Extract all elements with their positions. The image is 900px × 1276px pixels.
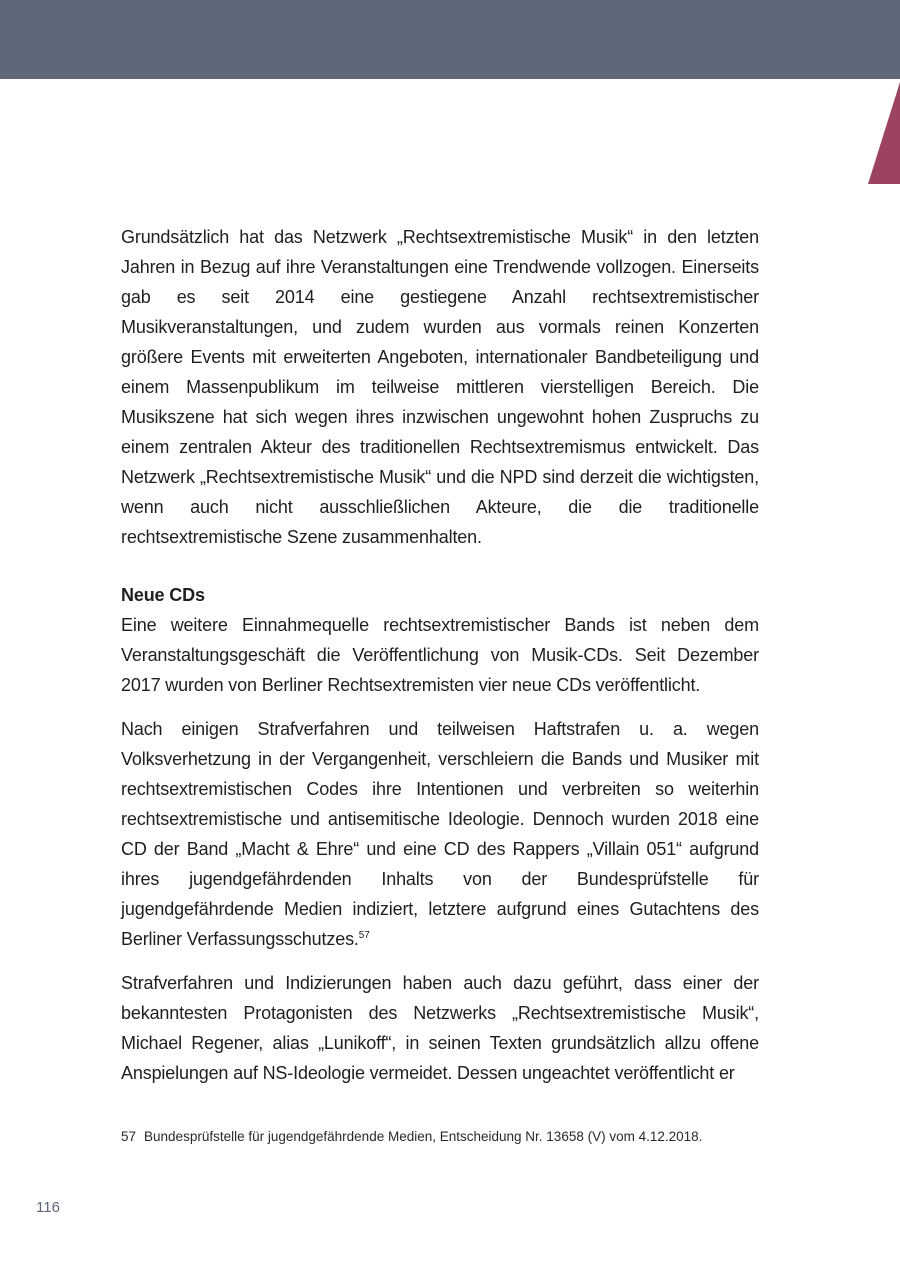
paragraph-lunikoff: Strafverfahren und Indizierungen haben auch dazu geführt, dass einer der bekanntesten Protagonisten des Netzwerks „Rechtsextremistische Musik“, Michael Regener, alias „Lunikoff“, in seinen Texten grundsätzlich allzu offene Anspielungen auf NS-Ideologie vermeidet. Dessen ungeachtet veröffentlicht er (121, 973, 759, 1083)
paragraph-codes-text: Nach einigen Strafverfahren und teilweisen Haftstrafen u. a. wegen Volksverhetzung in der Vergangenheit, verschleiern die Bands und Musiker mit rechtsextremistischen Codes ihre Intentionen und verbreiten so weiterhin rechtsextremistische und antisemitische Ideologie. Dennoch wurden 2018 eine CD der Band „Macht & Ehre“ und eine CD des Rappers „Villain 051“ aufgrund ihres jugendgefährdenden Inhalts von der Bundesprüfstelle für jugendgefährdende Medien indiziert, letztere aufgrund eines Gutachtens des Berliner Verfassungsschutzes. (121, 719, 759, 949)
footnote-reference[interactable]: 57 (358, 930, 370, 941)
header-band (0, 0, 900, 79)
paragraph-cds: Eine weitere Einnahmequelle rechtsextremistischer Bands ist neben dem Veranstaltungsgeschäft die Veröffentlichung von Musik-CDs. Seit Dezember 2017 wurden von Berliner Rechtsextremisten vier neue CDs veröffentlicht. (121, 615, 759, 695)
paragraph-codes (121, 714, 759, 954)
paragraph-intro: Grundsätzlich hat das Netzwerk „Rechtsextremistische Musik“ in den letzten Jahren in Bezug auf ihre Veranstaltungen eine Trendwende vollzogen. Einerseits gab es seit 2014 eine gestiegene Anzahl rechtsextremistischer Musikveranstaltungen, und zudem wurden aus vormals reinen Konzerten größere Events mit erweiterten Angeboten, internationaler Bandbeteiligung und einem Massenpublikum im teilweise mittleren vierstelligen Bereich. Die Musikszene hat sich wegen ihres inzwischen ungewohnt hohen Zuspruchs zu einem zentralen Akteur des traditionellen Rechtsextremismus entwickelt. Das Netzwerk „Rechtsextremistische Musik“ und die NPD sind derzeit die wichtigsten, wenn auch nicht ausschließlichen Akteure, die die traditionelle rechtsextremistische Szene zusammenhalten. (121, 227, 759, 547)
footnote (121, 1127, 761, 1147)
page-number: 116 (36, 1199, 60, 1216)
footnote-number: 57 (121, 1129, 137, 1144)
main-text (121, 222, 759, 1088)
accent-triangle (868, 82, 900, 184)
accent-corner-tab (868, 82, 900, 184)
section-heading: Neue CDs (121, 585, 205, 605)
footnote-text: Bundesprüfstelle für jugendgefährdende Medien, Entscheidung Nr. 13658 (V) vom 4.12.2018. (144, 1129, 703, 1144)
